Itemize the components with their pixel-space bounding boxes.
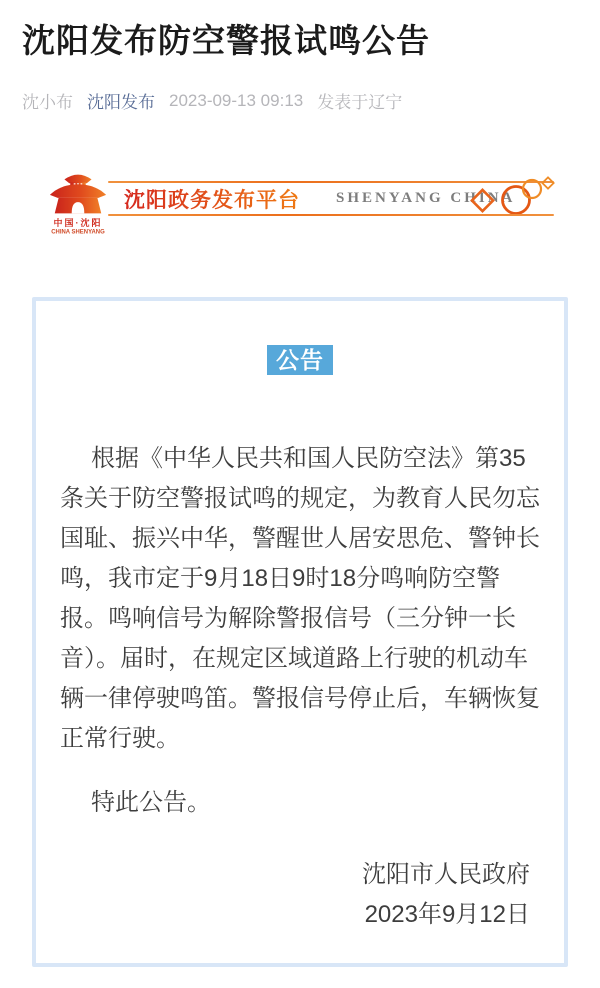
issue-date: 2023年9月12日 — [364, 901, 530, 928]
shenyang-gate-logo — [42, 169, 114, 236]
banner-strip — [108, 181, 554, 216]
gate-icon — [47, 169, 109, 215]
page-title: 沈阳发布防空警报试鸣公告 — [22, 22, 430, 59]
publish-location: 发表于辽宁 — [317, 93, 403, 112]
signature-block — [60, 855, 540, 935]
issuer: 沈阳市人民政府 — [362, 861, 530, 888]
platform-title-cn: 沈阳政务发布平台 — [124, 184, 300, 214]
article-header — [0, 0, 600, 113]
diamond-icon — [472, 190, 493, 211]
small-diamond-icon — [542, 177, 553, 188]
logo-text-en: CHINA SHENYANG — [51, 229, 105, 235]
logo-text-cn: 中国·沈阳 — [53, 218, 103, 228]
notice-box — [32, 297, 568, 967]
decorative-shapes — [469, 173, 557, 223]
platform-banner — [20, 163, 580, 243]
byline — [22, 88, 578, 113]
large-circle-icon — [503, 187, 530, 214]
author-name: 沈小布 — [22, 93, 73, 112]
notice-badge: 公告 — [267, 345, 333, 375]
account-link[interactable]: 沈阳发布 — [87, 93, 155, 112]
platform-title-en: SHENYANG CHINA — [336, 190, 516, 206]
publish-datetime: 2023-09-13 09:13 — [169, 90, 304, 110]
notice-closing: 特此公告。 — [91, 789, 211, 816]
notice-body: 根据《中华人民共和国人民防空法》第35条关于防空警报试鸣的规定，为教育人民勿忘国耻、振兴中华，警醒世人居安思危、警钟长鸣，我市定于9月18日9时18分鸣响防空警报。鸣响信号为解除警报信号（三分钟一长音）。届时，在规定区域道路上行驶的机动车辆一律停驶鸣笛。警报信号停止后，车辆恢复正常行驶。 — [60, 445, 540, 752]
